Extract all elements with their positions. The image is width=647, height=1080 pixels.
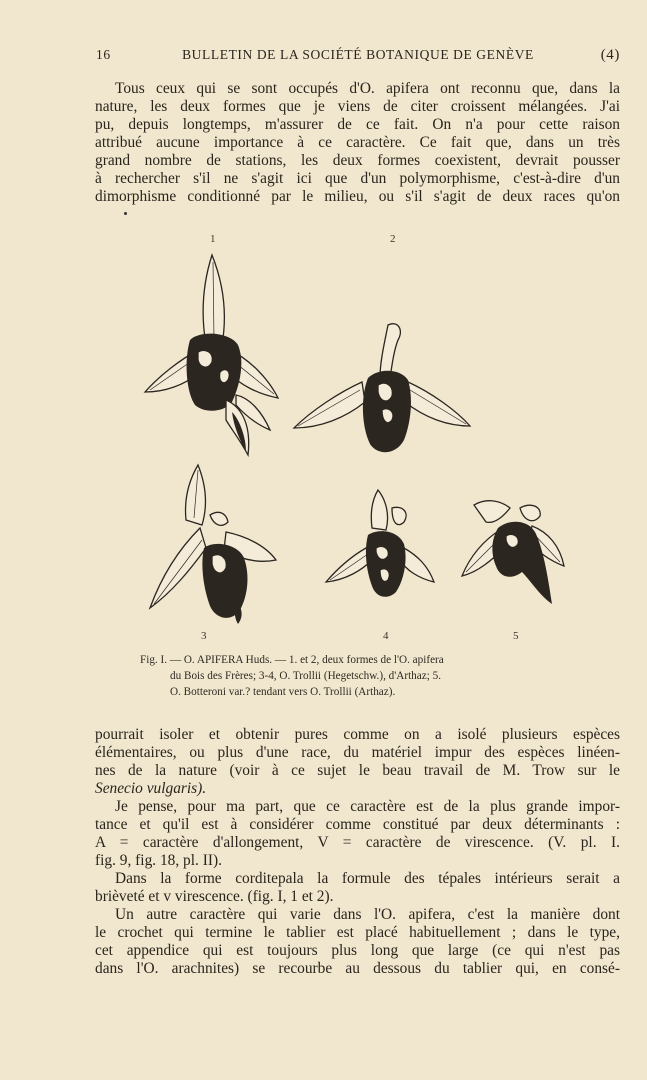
journal-title: BULLETIN DE LA SOCIÉTÉ BOTANIQUE DE GENÈVE — [182, 47, 534, 62]
orchid-drawing-3 — [150, 465, 276, 624]
caption-line: du Bois des Frères; 3-4, O. Trollii (Hegetschw.), d'Arthaz; 5. — [170, 670, 442, 682]
text-line: A = caractère d'allongement, V = caractère de virescence. (V. pl. I. — [95, 834, 620, 851]
text-line: Je pense, pour ma part, que ce caractère est de la plus grande impor- — [115, 798, 620, 815]
text-line: fig. 9, fig. 18, pl. II). — [95, 852, 222, 869]
orchid-drawing-1 — [145, 255, 278, 455]
text-line: pu, depuis longtemps, m'assurer de ce fait. On n'a pour cette raison — [95, 116, 620, 133]
paragraph-bottom — [95, 726, 620, 978]
text-line: cet appendice qui est toujours plus long que large (ce qui n'est pas — [95, 942, 620, 959]
text-line: dans l'O. arachnites) se recourbe au dessous du tablier qui, en consé- — [95, 960, 620, 977]
orchid-drawing-5 — [462, 501, 564, 604]
page-number: 16 — [96, 47, 111, 62]
text-line: grand nombre de stations, les deux formes coexistent, devrait pousser — [95, 152, 620, 169]
caption-line: O. Botteroni var.? tendant vers O. Trollii (Arthaz). — [170, 686, 396, 698]
text-line: Senecio vulgaris). — [95, 780, 207, 797]
part-number: (4) — [600, 47, 620, 63]
text-line: nature, les deux formes que je viens de citer croissent mélangées. J'ai — [95, 98, 620, 115]
text-line: le crochet qui termine le tablier est placé habituellement ; dans le type, — [95, 924, 620, 941]
figure-label-5: 5 — [513, 630, 519, 642]
text-line: Tous ceux qui se sont occupés d'O. apifera ont reconnu que, dans la — [115, 80, 620, 97]
text-line: brièveté et v virescence. (fig. I, 1 et 2). — [95, 888, 334, 905]
text-line: attribué aucune importance à ce caractère. Ce fait que, dans un très — [95, 134, 620, 151]
orchid-drawing-4 — [326, 490, 434, 597]
caption-line: Fig. I. — O. APIFERA Huds. — 1. et 2, deux formes de l'O. apifera — [140, 654, 444, 666]
text-line: Dans la forme corditepala la formule des tépales intérieurs serait a — [115, 870, 620, 887]
text-line: tance et qu'il est à considérer comme constitué par deux déterminants : — [95, 816, 620, 833]
figure-label-2: 2 — [390, 233, 396, 245]
figure-label-1: 1 — [210, 233, 216, 245]
figure-label-4: 4 — [383, 630, 389, 642]
text-line: nes de la nature (voir à ce sujet le beau travail de M. Trow sur le — [95, 762, 620, 779]
text-line: Un autre caractère qui varie dans l'O. apifera, c'est la manière dont — [115, 906, 620, 923]
figure-caption — [140, 652, 588, 700]
orchid-drawing-2 — [294, 324, 470, 453]
text-line: élémentaires, ou plus d'une race, du matériel impur des espèces linéen- — [95, 744, 620, 761]
text-line: dimorphisme conditionné par le milieu, ou s'il s'agit de deux races qu'on — [95, 188, 620, 205]
text-line: à rechercher s'il ne s'agit ici que d'un polymorphisme, c'est-à-dire d'un — [95, 170, 620, 187]
figure-label-3: 3 — [201, 630, 207, 642]
text-line: pourrait isoler et obtenir pures comme on a isolé plusieurs espèces — [95, 726, 620, 743]
